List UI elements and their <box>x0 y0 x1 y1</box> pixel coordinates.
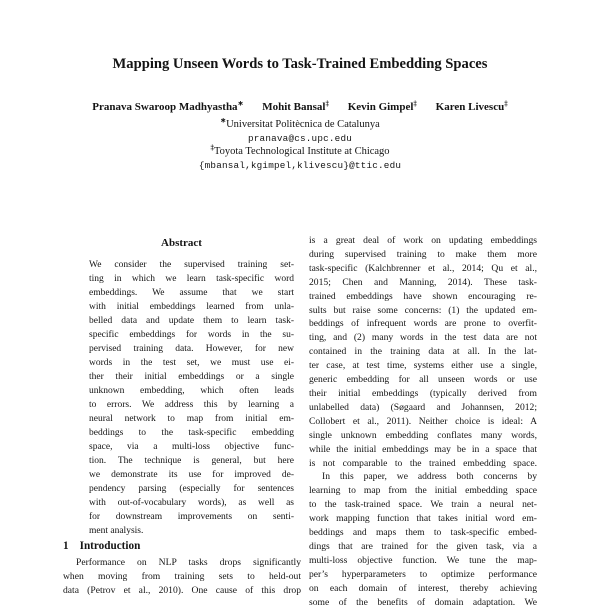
text-line: sults but raise some concerns: (1) the updated em- <box>309 304 537 316</box>
text-line: their initial embeddings (typically derived from <box>309 387 537 399</box>
text-line: is not comparable to the trained embedding space. <box>309 457 537 469</box>
author-4-mark: ‡ <box>504 99 508 108</box>
author-4 <box>436 101 508 113</box>
text-line: space, via a multi-loss objective func- <box>89 442 294 452</box>
text-line: pervised training data. However, for new <box>89 344 294 354</box>
text-line: unknown embedding, which often leads <box>89 386 294 396</box>
text-line: tion. The technique is general, but here <box>89 456 294 466</box>
text-line: contained in the training data at all. In the lat- <box>309 346 537 358</box>
text-line: ment analysis. <box>89 526 144 536</box>
text-line: belled data and update them to learn task- <box>89 316 294 326</box>
affiliation-2-mark: ‡ <box>210 143 214 152</box>
text-line: work mapping function that takes initial word em- <box>309 513 537 525</box>
author-2-mark: ‡ <box>325 99 329 108</box>
author-2-name: Mohit Bansal <box>262 101 326 113</box>
affiliation-1-name: Universitat Politècnica de Catalunya <box>226 119 380 130</box>
author-line <box>0 101 600 113</box>
text-line: unlabelled data) (Søgaard and Johannsen, 2012; <box>309 401 537 413</box>
text-line: to the task-trained space. We train a neural net- <box>309 499 537 511</box>
text-line: Collobert et al., 2011). Neither choice is ideal: A <box>309 415 537 427</box>
text-line: on each domain of interest, thereby achieving <box>309 582 537 594</box>
text-line: specific embeddings for words in the su- <box>89 330 294 340</box>
text-line: ther their initial embeddings or a single <box>89 372 294 382</box>
author-1-name: Pranava Swaroop Madhyastha <box>92 101 238 113</box>
text-line: for downstream improvements on senti- <box>89 512 294 522</box>
text-line: dings that are trained for the given task, via a <box>309 540 537 552</box>
text-line: learning to map from the initial embedding space <box>309 485 537 497</box>
text-line: per’s hyperparameters to optimize performance <box>309 568 537 580</box>
introduction-body <box>63 556 301 600</box>
text-line: with initial embeddings learned from unla- <box>89 302 294 312</box>
text-line: is a great deal of work on updating embeddings <box>309 235 537 246</box>
text-line: In this paper, we address both concerns by <box>322 471 537 483</box>
text-line: while the initial embeddings may be in a space that <box>309 443 537 455</box>
section-heading-introduction <box>63 540 300 552</box>
text-line: during supervised training to make them more <box>309 248 537 260</box>
author-1 <box>92 101 243 113</box>
text-line: to errors. We address this by learning a <box>89 400 294 410</box>
text-line: ter case, at test time, systems either use a single, <box>309 360 537 372</box>
text-line: data (Petrov et al., 2010). One cause of this drop <box>63 585 301 596</box>
author-2 <box>262 101 329 113</box>
text-line: we demonstrate its use for improved de- <box>89 470 294 480</box>
text-line: beddings to the task-specific embedding <box>89 428 294 438</box>
text-line: when moving from training sets to held-out <box>63 571 301 582</box>
author-3-name: Kevin Gimpel <box>347 101 414 113</box>
section-title: Introduction <box>79 540 141 552</box>
text-line: beddings of infrequent words are prone to overfit- <box>309 318 537 330</box>
text-line: trained embeddings have shown encouraging re- <box>309 290 537 302</box>
text-line: with out-of-vocabulary words), as well as <box>89 498 294 508</box>
abstract-body <box>89 258 294 538</box>
text-line: ting, and (2) many words in the test data are not <box>309 332 537 344</box>
right-column-body <box>309 234 537 608</box>
affiliation-1 <box>0 116 600 130</box>
author-1-mark: ∗ <box>237 99 244 108</box>
affiliation-2-name: Toyota Technological Institute at Chicago <box>213 146 390 157</box>
paper-title: Mapping Unseen Words to Task-Trained Embedding Spaces <box>112 56 488 72</box>
text-line: beddings and maps them to task-specific embed- <box>309 527 537 539</box>
text-line: generic embedding for all unseen words or use <box>309 374 537 386</box>
text-line: neural network to map from initial em- <box>89 414 294 424</box>
author-4-name: Karen Livescu <box>435 101 505 113</box>
text-line: words in the test set, we must use ei- <box>89 358 294 368</box>
text-line: some of the benefits of domain adaptation. We <box>309 596 537 608</box>
text-line: 2015; Chen and Manning, 2014). These task- <box>309 276 537 288</box>
text-line: multi-loss objective function. We tune the map- <box>309 554 537 566</box>
affiliation-1-mark: ∗ <box>220 116 227 125</box>
text-line: task-specific (Kalchbrenner et al., 2014; Qu et al., <box>309 262 537 274</box>
text-line: Performance on NLP tasks drops significantly <box>76 557 301 568</box>
affiliation-2-email: {mbansal,kgimpel,klivescu}@ttic.edu <box>198 160 402 171</box>
text-line: single unknown embedding conflates many words, <box>309 429 537 441</box>
text-line: embeddings. We assume that we start <box>89 288 294 298</box>
text-line: pendency parsing (especially for sentences <box>89 484 294 494</box>
text-line: ting in which we learn task-specific word <box>89 274 294 284</box>
affiliation-1-email: pranava@cs.upc.edu <box>247 133 353 144</box>
abstract-heading: Abstract <box>161 237 202 249</box>
author-3-mark: ‡ <box>413 99 417 108</box>
affiliation-2 <box>0 143 600 157</box>
section-number: 1 <box>63 540 69 552</box>
text-line: We consider the supervised training set- <box>89 260 294 270</box>
author-3 <box>348 101 417 113</box>
